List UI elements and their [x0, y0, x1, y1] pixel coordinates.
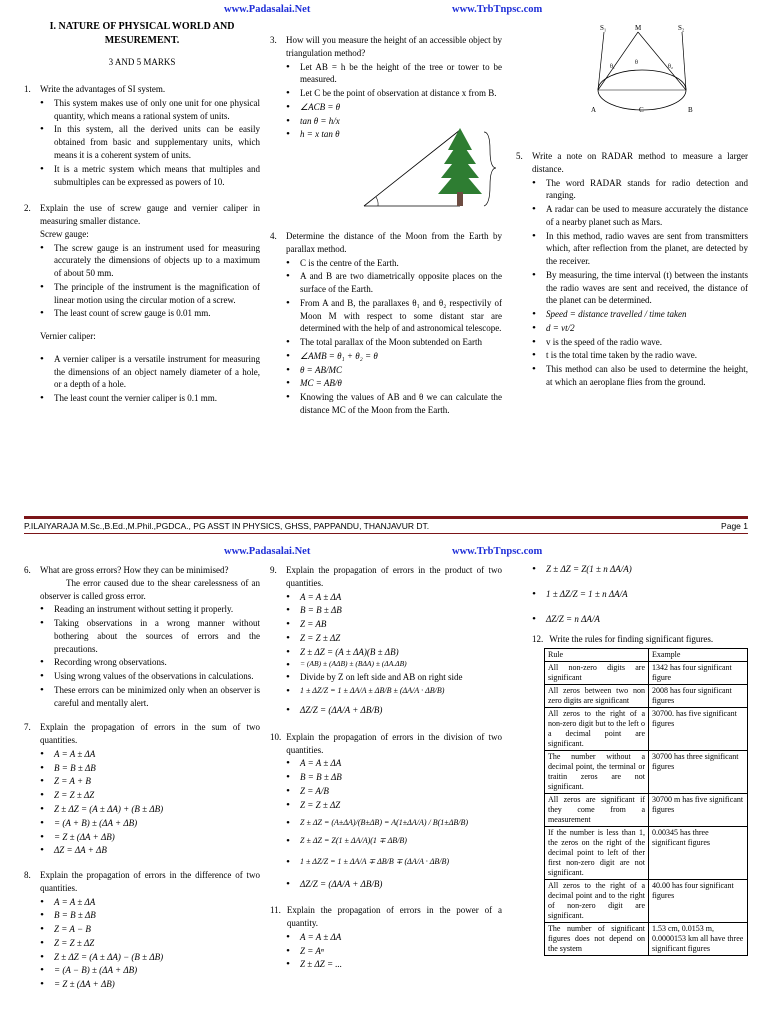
list-item: • ΔZ = ΔA + ΔB: [40, 844, 260, 857]
page-footer: [24, 516, 748, 534]
q4-text: Determine the distance of the Moon from the Earth by parallax method.: [286, 231, 502, 254]
list-item: • Z = Z ± ΔZ: [40, 937, 260, 950]
q9-number: 9.: [270, 565, 277, 575]
list-item: • C is the centre of the Earth.: [286, 257, 502, 270]
list-item: • Knowing the values of AB and θ we can calculate the distance MC of the Moon from the Earth.: [286, 391, 502, 417]
q3-number: 3.: [270, 35, 277, 45]
footer-page-number: Page 1: [721, 520, 748, 531]
tree-triangulation-figure: [356, 120, 506, 216]
list-item: • Z = Z ± ΔZ: [40, 789, 260, 802]
vernier-caliper-label: Vernier caliper:: [40, 331, 96, 342]
q9-list: [286, 591, 502, 717]
unit-title-line1: I. NATURE OF PHYSICAL WORLD AND: [49, 21, 235, 32]
q2-text: Explain the use of screw gauge and vernier caliper in measuring smaller distance.: [40, 203, 260, 227]
q2-number: 2.: [24, 203, 31, 214]
column-header-rule: Rule: [545, 649, 649, 662]
table-row: [545, 662, 748, 685]
q10-number: 10.: [270, 731, 282, 742]
question-6: [24, 564, 260, 709]
list-item: • Z ± ΔZ = (A ± ΔA) + (B ± ΔB): [40, 803, 260, 816]
q1-list: [40, 97, 260, 188]
list-item: • Z ± ΔZ = (A ± ΔA) − (B ± ΔB): [40, 951, 260, 964]
list-item: • The screw gauge is an instrument used for measuring accurately the dimensions of objects up to a maximum of about 50 mm.: [40, 242, 260, 280]
list-item: • From A and B, the parallaxes θ₁ and θ₂ respectivily of Moon M with respect to some distant star are determined with the help of and astronomical telescope.: [286, 297, 502, 335]
table-row: [545, 923, 748, 956]
list-item: • B = B ± ΔB: [286, 604, 502, 617]
list-item: • tan θ = h/x: [286, 115, 502, 128]
list-item: • = Z ± (ΔA + ΔB): [40, 978, 260, 991]
example-cell: 30700 m has five significant figures: [649, 794, 748, 827]
list-item: • The least count the vernier caliper is 0.1 mm.: [40, 392, 260, 405]
list-item: • = (AB) ± (AΔB) ± (BΔA) ± (ΔA.ΔB): [286, 659, 502, 670]
example-cell: 2008 has four significant figures: [649, 685, 748, 708]
question-5: [516, 150, 748, 389]
list-item: • A and B are two diametrically opposite places on the surface of the Earth.: [286, 270, 502, 296]
q10-list: [286, 757, 502, 890]
list-item: • By measuring, the time interval (t) between the instants the radio waves are sent and received, the distance of the planet can be determined.: [532, 269, 748, 307]
list-item: • Let AB = h be the height of the tree or tower to be measured.: [286, 61, 502, 87]
list-item: • B = B ± ΔB: [40, 909, 260, 922]
q11-number: 11.: [270, 905, 281, 916]
table-row: [545, 794, 748, 827]
page2-column-2: [270, 562, 502, 972]
q8-list: [40, 896, 260, 991]
list-item: • Z ± ΔZ = Z(1 ± ΔA/A)(1 ∓ ΔB/B): [286, 835, 502, 846]
q3-text: How will you measure the height of an accessible object by triangulation method?: [286, 35, 502, 58]
page1-column-2-lower: [270, 228, 502, 418]
rule-cell: The number of significant figures does not depend on the system: [545, 923, 649, 956]
question-11: [270, 904, 502, 971]
list-item: • B = B ± ΔB: [286, 771, 502, 784]
q11-text: Explain the propagation of errors in the power of a quantity.: [286, 905, 502, 929]
q6-number: 6.: [24, 565, 31, 575]
header-link-trbtnpsc[interactable]: www.TrbTnpsc.com: [452, 4, 543, 15]
label-m: M: [635, 24, 642, 32]
q11-continued-list: [532, 563, 748, 625]
q1-number: 1.: [24, 84, 31, 95]
q10-text: Explain the propagation of errors in the division of two quantities.: [286, 731, 502, 755]
list-item: • Z = A/B: [286, 785, 502, 798]
page2-column-1: [24, 562, 260, 992]
q7-list: [40, 748, 260, 857]
list-item: • Recording wrong observations.: [40, 656, 260, 669]
list-item: • MC = AB/θ: [286, 377, 502, 390]
header-link-padasalai[interactable]: www.Padasalai.Net: [224, 4, 311, 15]
list-item: • The total parallax of the Moon subtended on Earth: [286, 336, 502, 349]
q5-text: Write a note on RADAR method to measure a larger distance.: [532, 151, 748, 174]
q12-number: 12.: [532, 634, 544, 645]
list-item: • The principle of the instrument is the magnification of linear motion using the circular motion of a screw.: [40, 281, 260, 307]
q11-list: [286, 931, 502, 971]
list-item: • ΔZ/Z = n ΔA/A: [532, 613, 748, 626]
label-a: A: [591, 106, 597, 114]
list-item: • 1 ± ΔZ/Z = 1 ± ΔA/A ∓ ΔB/B ∓ (ΔA/A · ΔB/B): [286, 856, 502, 867]
significant-figures-table: [544, 648, 748, 956]
unit-title: [24, 20, 260, 48]
list-item: • ΔZ/Z = (ΔA/A + ΔB/B): [286, 704, 502, 717]
q12-text: Write the rules for finding significant figures.: [549, 634, 714, 645]
q9-text: Explain the propagation of errors in the product of two quantities.: [286, 565, 502, 588]
table-row: [545, 751, 748, 794]
question-8: [24, 869, 260, 991]
list-item: • Z ± ΔZ = (A±ΔA)/(B±ΔB) = A(1±ΔA/A) / B(1±ΔB/B): [286, 817, 502, 828]
list-item: • v is the speed of the radio wave.: [532, 336, 748, 349]
list-item: • Z = A − B: [40, 923, 260, 936]
list-item: • Reading an instrument without setting it properly.: [40, 603, 260, 616]
footer-author: P.ILAIYARAJA M.Sc.,B.Ed.,M.Phil.,PGDCA., PG ASST IN PHYSICS, GHSS, PAPPANDU, THANJAVUR DT.: [24, 520, 430, 531]
rule-cell: All zeros between two non zero digits are significant: [545, 685, 649, 708]
question-12: [532, 633, 748, 646]
example-cell: 1.53 cm, 0.0153 m, 0.0000153 km all have three significant figures: [649, 923, 748, 956]
table-row: [545, 827, 748, 880]
example-cell: 40.00 has four significant figures: [649, 880, 748, 923]
example-cell: 30700 has three significant figures: [649, 751, 748, 794]
q7-number: 7.: [24, 722, 31, 733]
page1-column-3: [516, 148, 748, 390]
table-row: [545, 685, 748, 708]
label-s1: S₁: [600, 24, 607, 32]
label-c: C: [639, 106, 644, 114]
list-item: • B = B ± ΔB: [40, 762, 260, 775]
q2-screw-list: [40, 242, 260, 321]
list-item: • A = A ± ΔA: [40, 896, 260, 909]
rule-cell: All zeros to the right of a non-zero digit but to the left o a decimal point are significant.: [545, 708, 649, 751]
list-item: • θ = AB/MC: [286, 364, 502, 377]
label-theta: θ: [635, 60, 638, 66]
list-item: • A = A ± ΔA: [40, 748, 260, 761]
list-item: • This method can also be used to determine the height, at which an aeroplane flies from the ground.: [532, 363, 748, 389]
q8-text: Explain the propagation of errors in the difference of two quantities.: [40, 870, 260, 893]
q1-text: Write the advantages of SI system.: [40, 84, 166, 95]
rule-cell: All zeros to the right of a decimal point and to the right of non-zero digit are significant.: [545, 880, 649, 923]
q6-text: What are gross errors? How they can be minimised?: [40, 565, 229, 575]
list-item: • The least count of screw gauge is 0.01 mm.: [40, 307, 260, 320]
q4-number: 4.: [270, 231, 277, 241]
list-item: • A = A ± ΔA: [286, 591, 502, 604]
list-item: • = (A − B) ± (ΔA + ΔB): [40, 964, 260, 977]
list-item: • Using wrong values of the observations in calculations.: [40, 670, 260, 683]
rule-cell: All zeros are significant if they come from a measurement: [545, 794, 649, 827]
q5-list: [532, 177, 748, 389]
list-item: • A = A ± ΔA: [286, 931, 502, 944]
list-item: • A radar can be used to measure accurately the distance of a nearby planet such as Mars.: [532, 203, 748, 229]
label-b: B: [688, 106, 693, 114]
list-item: • ∠AMB = θ₁ + θ₂ = θ: [286, 350, 502, 363]
list-item: • A vernier caliper is a versatile instrument for measuring the dimensions of an object namely diameter of a hole, or a depth of a hole.: [40, 353, 260, 391]
list-item: • ΔZ/Z = (ΔA/A + ΔB/B): [286, 878, 502, 891]
question-10: [270, 731, 502, 890]
list-item: • ∠ACB = θ: [286, 101, 502, 114]
page1-column-1: [24, 20, 260, 406]
list-item: • Taking observations in a wrong manner without bothering about the sources of errors and the precautions.: [40, 617, 260, 655]
question-1: [24, 83, 260, 188]
question-4: [270, 230, 502, 417]
rule-cell: All non-zero digits are significant: [545, 662, 649, 685]
q8-number: 8.: [24, 870, 31, 881]
header2-link-trbtnpsc[interactable]: www.TrbTnpsc.com: [452, 546, 543, 557]
question-9: [270, 564, 502, 717]
list-item: • 1 ± ΔZ/Z = 1 ± ΔA/A ± ΔB/B ± (ΔA/A · ΔB/B): [286, 685, 502, 696]
rule-cell: If the number is less than 1, the zeros on the right of the decimal point to left of ther first non-zero digit are not significant.: [545, 827, 649, 880]
q7-text: Explain the propagation of errors in the sum of two quantities.: [40, 722, 260, 746]
question-2: [24, 202, 260, 405]
list-item: • Divide by Z on left side and AB on right side: [286, 671, 502, 684]
q6-intro: The error caused due to the shear carelessness of an observer is called gross error.: [40, 577, 260, 601]
table-header-row: [545, 649, 748, 662]
list-item: • It is a metric system which means that multiples and submultiples can be expressed as powers of 10.: [40, 163, 260, 189]
list-item: • = Z ± (ΔA + ΔB): [40, 831, 260, 844]
example-cell: 0.00345 has three significant figures: [649, 827, 748, 880]
column-header-example: Example: [649, 649, 748, 662]
list-item: • Z ± ΔZ = Z(1 ± n ΔA/A): [532, 563, 748, 576]
list-item: • d = vt/2: [532, 322, 748, 335]
example-cell: 30700. has five significant figures: [649, 708, 748, 751]
list-item: • 1 ± ΔZ/Z = 1 ± n ΔA/A: [532, 588, 748, 601]
list-item: • Z ± ΔZ = (A ± ΔA)(B ± ΔB): [286, 646, 502, 659]
list-item: • h = x tan θ: [286, 128, 502, 141]
question-7: [24, 721, 260, 857]
q6-list: [40, 603, 260, 709]
list-item: • t is the total time taken by the radio wave.: [532, 349, 748, 362]
table-row: [545, 708, 748, 751]
list-item: • A = A ± ΔA: [286, 757, 502, 770]
q4-list: [286, 257, 502, 417]
marks-label: 3 AND 5 MARKS: [108, 57, 176, 68]
page2-column-3: [532, 562, 748, 956]
list-item: • This system makes use of only one unit for one physical quantity, which means a rational system of units.: [40, 97, 260, 123]
list-item: • Z = AB: [286, 618, 502, 631]
list-item: • In this system, all the derived units can be easily obtained from basic and supplementary units, which means it is a coherent system of units.: [40, 123, 260, 161]
parallax-moon-figure: [590, 20, 698, 118]
table-row: [545, 880, 748, 923]
q2-vernier-list: [40, 353, 260, 405]
list-item: • Z = Z ± ΔZ: [286, 799, 502, 812]
label-s2: S₂: [678, 24, 685, 32]
list-item: • Z = Aⁿ: [286, 945, 502, 958]
list-item: • Speed = distance travelled / time taken: [532, 308, 748, 321]
list-item: • Z ± ΔZ = ...: [286, 958, 502, 971]
list-item: • = (A + B) ± (ΔA + ΔB): [40, 817, 260, 830]
q5-number: 5.: [516, 151, 523, 161]
label-theta1: θ₁: [610, 64, 615, 70]
list-item: • Z = A + B: [40, 775, 260, 788]
list-item: • The word RADAR stands for radio detection and ranging.: [532, 177, 748, 203]
screw-gauge-label: Screw gauge:: [40, 228, 89, 239]
list-item: • Z = Z ± ΔZ: [286, 632, 502, 645]
rule-cell: The number without a decimal point, the terminal or traitin zeros are not significant.: [545, 751, 649, 794]
list-item: • In this method, radio waves are sent from transmitters which, after reflection from the planet, are detected by the receiver.: [532, 230, 748, 268]
example-cell: 1342 has four significant figure: [649, 662, 748, 685]
header2-link-padasalai[interactable]: www.Padasalai.Net: [224, 546, 311, 557]
list-item: • These errors can be minimized only when an observer is careful and mentally alert.: [40, 684, 260, 710]
unit-title-line2: MESUREMENT.: [104, 35, 180, 47]
label-theta2: θ₂: [668, 64, 673, 70]
list-item: • Let C be the point of observation at distance x from B.: [286, 87, 502, 100]
